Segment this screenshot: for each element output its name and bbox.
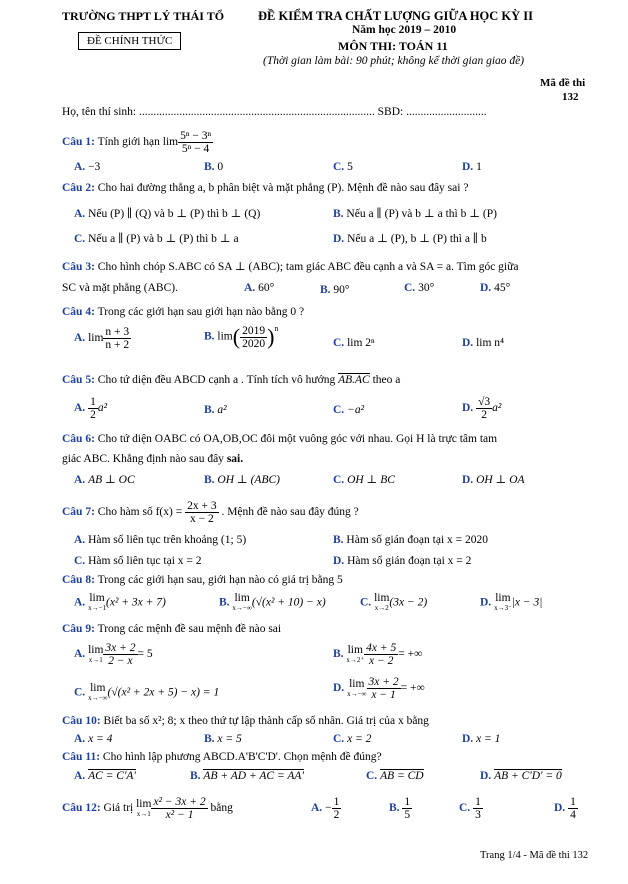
school-name: TRƯỜNG THPT LÝ THÁI TỔ [62, 9, 225, 23]
option-12c[interactable]: C. $\frac{1}{3}$ [459, 796, 481, 821]
option-8b[interactable]: B. lim x→−∞ (√(x² + 10) − x) [219, 592, 326, 612]
option-6c[interactable]: C. OH ⊥ BC [333, 474, 395, 486]
question-8: Câu 8: Trong các giới hạn sau, giới hạn nào có giá trị bằng 5 [62, 574, 343, 586]
exam-time: (Thời gian làm bài: 90 phút; không kể thời gian giao đề) [263, 55, 525, 67]
option-12b[interactable]: B. $\frac{1}{5}$ [389, 796, 411, 821]
option-12d[interactable]: D. $\frac{1}{4}$ [554, 796, 576, 821]
option-8c[interactable]: C. lim x→2 (3x − 2) [360, 592, 428, 612]
option-3a[interactable]: A. 60° [244, 282, 275, 294]
question-3: Câu 3: Cho hình chóp S.ABC có SA ⊥ (ABC); tam giác ABC đều cạnh a và SA = a. Tìm góc giữa [62, 261, 519, 273]
question-text: Giá trị [103, 802, 134, 815]
exam-title: ĐỀ KIỂM TRA CHẤT LƯỢNG GIỮA HỌC KỲ II [258, 9, 534, 23]
option-5d[interactable]: D. $\frac{√3}{2}$ a² [462, 396, 502, 421]
official-badge: ĐỀ CHÍNH THỨC [78, 32, 181, 50]
option-6a[interactable]: A. AB ⊥ OC [74, 474, 135, 486]
code-number: 132 [562, 91, 579, 103]
option-8a[interactable]: A. lim x→−1 (x² + 3x + 7) [74, 592, 166, 612]
option-6d[interactable]: D. OH ⊥ OA [462, 474, 525, 486]
option-2b[interactable]: B. Nếu a ∥ (P) và b ⊥ a thì b ⊥ (P) [333, 208, 497, 220]
question-text: Cho tứ diện OABC có OA,OB,OC đôi một vuông góc với nhau. Gọi H là trực tâm tam [97, 433, 498, 445]
option-1d[interactable]: D. 1 [462, 161, 482, 173]
question-4: Câu 4: Trong các giới hạn sau giới hạn nào bằng 0 ? [62, 306, 305, 318]
question-text: Trong các giới hạn sau giới hạn nào bằng 0 ? [97, 306, 305, 318]
sbd-dots: ............................ [406, 106, 487, 118]
question-text: Tính giới hạn [97, 136, 160, 149]
option-4d[interactable]: D. lim n⁴ [462, 337, 505, 349]
question-2: Câu 2: Cho hai đường thẳng a, b phân biệt và mặt phẳng (P). Mệnh đề nào sau đây sai ? [62, 182, 469, 194]
question-5: Câu 5: Cho tứ diện đều ABCD cạnh a . Tính tích vô hướng AB.AC theo a [62, 374, 401, 386]
question-text: Cho hình lập phương ABCD.A'B'C'D'. Chọn mệnh đề đúng? [102, 751, 382, 763]
option-1c[interactable]: C. 5 [333, 161, 353, 173]
question-1 [62, 130, 213, 155]
lim-symbol: lim [162, 136, 179, 149]
option-11c[interactable]: C. AB = CD [366, 770, 424, 782]
option-4a[interactable]: A. lim $\frac{n + 3}{n + 2}$ [74, 326, 130, 351]
question-text: Cho hàm số f(x) = [97, 506, 183, 519]
question-3-line2: SC và mặt phẳng (ABC). [62, 282, 178, 294]
option-1b[interactable]: B. 0 [204, 161, 224, 173]
option-10a[interactable]: A. x = 4 [74, 733, 113, 745]
option-1a[interactable]: A. −3 [74, 161, 101, 173]
question-text: Cho hai đường thẳng a, b phân biệt và mặt phẳng (P). Mệnh đề nào sau đây sai ? [97, 182, 469, 194]
question-9: Câu 9: Trong các mệnh đề sau mệnh đề nào sai [62, 623, 282, 635]
name-dots: .................................................................................. [139, 106, 375, 118]
option-7b[interactable]: B. Hàm số gián đoạn tại x = 2020 [333, 534, 489, 546]
question-text: Cho hình chóp S.ABC có SA ⊥ (ABC); tam giác ABC đều cạnh a và SA = a. Tìm góc giữa [97, 261, 519, 273]
question-text: Biết ba số x²; 8; x theo thứ tự lập thành cấp số nhân. Giá trị của x bằng [103, 715, 429, 727]
question-6: Câu 6: Cho tứ diện OABC có OA,OB,OC đôi một vuông góc với nhau. Gọi H là trực tâm tam [62, 433, 498, 445]
code-label: Mã đề thi [540, 77, 586, 89]
option-10b[interactable]: B. x = 5 [204, 733, 242, 745]
option-2a[interactable]: A. Nếu (P) ∥ (Q) và b ⊥ (P) thì b ⊥ (Q) [74, 208, 261, 220]
fraction: $\frac{\text{5ⁿ − 3ⁿ}}{\text{5ⁿ − 4}}$ [180, 130, 212, 155]
option-9b[interactable]: B. lim x→2⁺ $\frac{4x + 5}{x - 2}$ = +∞ [333, 642, 423, 667]
option-3b[interactable]: B. 90° [320, 284, 350, 296]
subject: MÔN THI: TOÁN 11 [338, 39, 448, 53]
school-year: Năm học 2019 – 2010 [352, 24, 457, 36]
question-text: Trong các giới hạn sau, giới hạn nào có giá trị bằng 5 [97, 574, 343, 586]
option-6b[interactable]: B. OH ⊥ (ABC) [204, 474, 280, 486]
option-4c[interactable]: C. lim 2ⁿ [333, 337, 375, 349]
option-11a[interactable]: A. AC = C'A' [74, 770, 136, 782]
question-12: Câu 12: Giá trị lim x→1 $\frac{\text{x² − 3x + 2}}{\text{x² − 1}}$ bằng [62, 796, 233, 821]
option-2d[interactable]: D. Nếu a ⊥ (P), b ⊥ (P) thì a ∥ b [333, 233, 487, 245]
option-10d[interactable]: D. x = 1 [462, 733, 501, 745]
option-7c[interactable]: C. Hàm số liên tục tại x = 2 [74, 555, 202, 567]
option-9c[interactable]: C. lim x→−∞ (√(x² + 2x + 5) − x) = 1 [74, 682, 220, 702]
option-7a[interactable]: A. Hàm số liên tục trên khoảng (1; 5) [74, 534, 247, 546]
option-3c[interactable]: C. 30° [404, 282, 435, 294]
option-12a[interactable]: A. − $\frac{1}{2}$ [311, 796, 340, 821]
sbd-label: SBD: [377, 106, 404, 118]
option-11b[interactable]: B. AB + AD + AC = AA' [190, 770, 304, 782]
question-10: Câu 10: Biết ba số x²; 8; x theo thứ tự lập thành cấp số nhân. Giá trị của x bằng [62, 715, 429, 727]
option-9d[interactable]: D. lim x→−∞ $\frac{3x + 2}{x - 1}$ = +∞ [333, 676, 425, 701]
option-7d[interactable]: D. Hàm số gián đoạn tại x = 2 [333, 555, 472, 567]
question-11: Câu 11: Cho hình lập phương ABCD.A'B'C'D'. Chọn mệnh đề đúng? [62, 751, 382, 763]
page-footer: Trang 1/4 - Mã đề thi 132 [480, 850, 589, 861]
option-5a[interactable]: A. $\frac{1}{2}$ a² [74, 396, 108, 421]
vector-product: AB.AC [338, 374, 370, 386]
option-5b[interactable]: B. a² [204, 404, 227, 416]
option-9a[interactable]: A. lim x→1 $\frac{3x + 2}{2 - x}$ = 5 [74, 642, 153, 667]
question-label: Câu 1: [62, 136, 95, 149]
option-2c[interactable]: C. Nếu a ∥ (P) và b ⊥ (P) thì b ⊥ a [74, 233, 239, 245]
question-7: Câu 7: Cho hàm số f(x) = $\frac{2x + 3}{x - 2}$ . Mệnh đề nào sau đây đúng ? [62, 500, 359, 525]
question-text: Trong các mệnh đề sau mệnh đề nào sai [97, 623, 282, 635]
question-text: Cho tứ diện đều ABCD cạnh a . Tính tích vô hướng [97, 374, 336, 386]
option-11d[interactable]: D. AB + C'D' = 0 [480, 770, 562, 782]
option-10c[interactable]: C. x = 2 [333, 733, 372, 745]
option-4b[interactable]: B. lim( $\frac{2019}{2020}$ )$^n$ [204, 324, 279, 350]
question-6-line2: giác ABC. Khẳng định nào sau đây sai. [62, 453, 244, 465]
name-line [62, 106, 487, 118]
option-3d[interactable]: D. 45° [480, 282, 511, 294]
name-label: Họ, tên thí sinh: [62, 106, 137, 118]
option-5c[interactable]: C. −a² [333, 404, 365, 416]
option-8d[interactable]: D. lim x→3⁻ |x − 3| [480, 592, 543, 612]
